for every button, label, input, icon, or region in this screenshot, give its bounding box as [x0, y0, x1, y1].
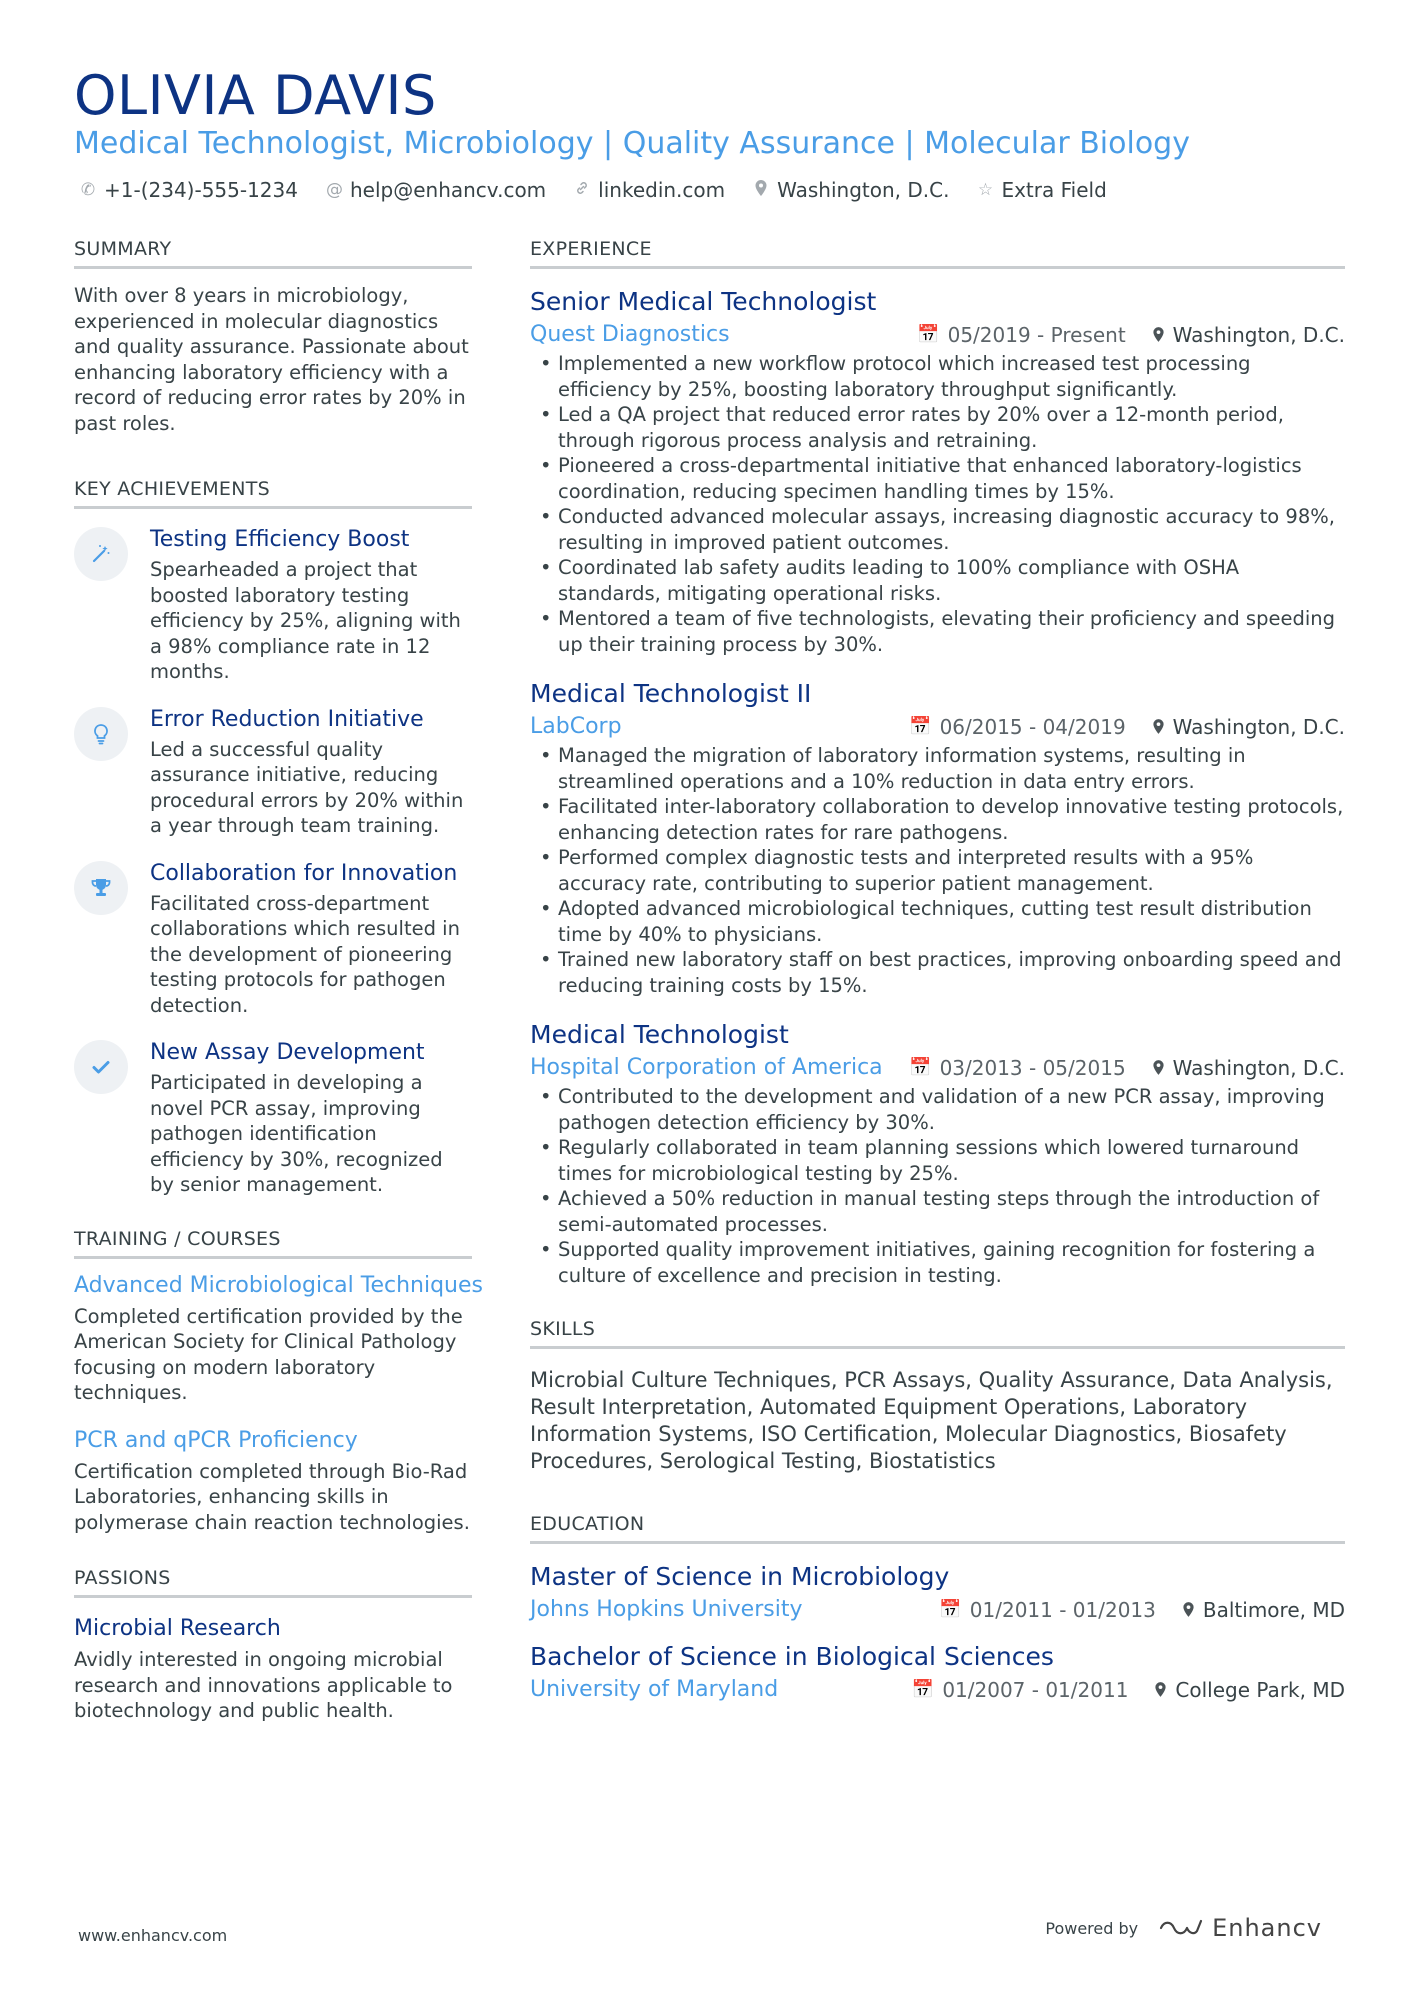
job-bullet: • Trained new laboratory staff on best practices, improving onboarding speed and reducing training costs by 15%.	[530, 947, 1345, 998]
star-icon: ☆	[977, 180, 994, 200]
contact-extra-text: Extra Field	[1001, 178, 1107, 202]
education-section	[530, 1513, 1345, 1702]
job-entry	[530, 679, 1345, 998]
right-column	[530, 238, 1345, 1744]
contact-email[interactable]	[326, 178, 546, 202]
job-location	[1152, 323, 1345, 347]
job-dates-text: 05/2019 - Present	[947, 322, 1126, 347]
achievement-title: Collaboration for Innovation	[150, 860, 458, 886]
job-dates	[909, 1056, 1126, 1080]
education-location	[1154, 1678, 1345, 1702]
contact-email-text: help@enhancv.com	[349, 178, 547, 202]
left-column	[74, 238, 483, 1766]
achievement-item	[74, 1040, 472, 1198]
education-dates	[939, 1598, 1156, 1622]
job-location-text: Washington, D.C.	[1172, 1055, 1345, 1080]
job-bullet: • Mentored a team of five technologists, elevating their proficiency and speeding up their training process by 30%.	[530, 606, 1345, 657]
education-meta	[530, 1677, 1345, 1702]
job-bullets	[530, 1084, 1345, 1288]
job-meta	[530, 322, 1345, 347]
job-bullet: • Facilitated inter-laboratory collaboration to develop innovative testing protocols, enhancing detection rates for rare pathogens.	[530, 794, 1345, 845]
achievement-item	[74, 861, 472, 1019]
job-meta	[530, 1055, 1345, 1080]
skills-section	[530, 1318, 1345, 1475]
achievements-heading: KEY ACHIEVEMENTS	[74, 478, 472, 509]
job-bullets	[530, 743, 1345, 998]
job-company: LabCorp	[530, 714, 622, 739]
contact-phone[interactable]	[80, 178, 298, 202]
achievement-text: Participated in developing a novel PCR assay, improving pathogen identification efficiency by 30%, recognized by senior management.	[150, 1071, 443, 1196]
job-title: Senior Medical Technologist	[530, 287, 877, 316]
job-bullet: • Achieved a 50% reduction in manual testing steps through the introduction of semi-automated processes.	[530, 1186, 1345, 1237]
skills-text: Microbial Culture Techniques, PCR Assays, Quality Assurance, Data Analysis, Result Interpretation, Automated Equipment Operations, Laboratory Information Systems, ISO Certification, Molecular Diagnostics, Biosafety Procedures, Serological Testing, Biostatistics	[530, 1368, 1333, 1473]
education-degree: Bachelor of Science in Biological Sciences	[530, 1642, 1054, 1671]
contact-location	[753, 178, 949, 202]
education-location-text: College Park, MD	[1175, 1677, 1345, 1702]
experience-heading: EXPERIENCE	[530, 238, 1345, 269]
contact-phone-text: +1-(234)-555-1234	[104, 178, 298, 202]
job-bullet: • Led a QA project that reduced error rates by 20% over a 12-month period, through rigorous process analysis and retraining.	[530, 402, 1345, 453]
job-bullet: • Performed complex diagnostic tests and interpreted results with a 95% accuracy rate, contributing to superior patient management.	[530, 845, 1345, 896]
achievement-text: Spearheaded a project that boosted laboratory testing efficiency by 25%, aligning with a 98% compliance rate in 12 months.	[150, 558, 461, 683]
summary-section	[74, 238, 472, 436]
brand-name: Enhancv	[1212, 1914, 1322, 1942]
course-title: Advanced Microbiological Techniques	[74, 1272, 483, 1298]
contact-location-text: Washington, D.C.	[777, 178, 950, 202]
candidate-name: OLIVIA DAVIS	[74, 64, 437, 127]
course-title: PCR and qPCR Proficiency	[74, 1427, 358, 1453]
achievement-body	[150, 527, 472, 685]
job-meta	[530, 714, 1345, 739]
job-location	[1152, 715, 1345, 739]
job-bullet: • Regularly collaborated in team planning sessions which lowered turnaround times for microbiological testing by 25%.	[530, 1135, 1345, 1186]
job-bullet: • Coordinated lab safety audits leading to 100% compliance with OSHA standards, mitigating operational risks.	[530, 555, 1345, 606]
passion-title: Microbial Research	[74, 1616, 281, 1641]
location-icon	[1182, 1601, 1195, 1618]
contact-linkedin-text: linkedin.com	[598, 178, 726, 202]
location-icon	[1152, 326, 1165, 343]
job-title: Medical Technologist	[530, 1020, 789, 1049]
calendar-icon: 📅	[911, 1679, 935, 1700]
contact-extra	[977, 178, 1106, 202]
course-text: Completed certification provided by the American Society for Clinical Pathology focusing on modern laboratory techniques.	[74, 1304, 463, 1404]
footer-branding[interactable]	[1045, 1914, 1322, 1942]
location-icon	[1152, 718, 1165, 735]
footer-website[interactable]: www.enhancv.com	[78, 1926, 228, 1945]
education-meta	[530, 1597, 1345, 1622]
achievement-text: Facilitated cross-department collaborations which resulted in the development of pioneering testing protocols for pathogen detection.	[150, 891, 460, 1017]
calendar-icon: 📅	[909, 716, 932, 737]
location-icon	[1152, 1059, 1165, 1076]
job-bullet: • Contributed to the development and validation of a new PCR assay, improving pathogen detection efficiency by 30%.	[530, 1084, 1345, 1135]
enhancv-logo-icon	[1158, 1916, 1204, 1940]
education-heading: EDUCATION	[530, 1513, 1345, 1544]
experience-section	[530, 238, 1345, 1288]
job-dates	[909, 715, 1126, 739]
contact-linkedin[interactable]	[574, 178, 725, 202]
education-item	[530, 1642, 1345, 1702]
job-dates-text: 06/2015 - 04/2019	[939, 714, 1126, 739]
job-location-text: Washington, D.C.	[1172, 714, 1345, 739]
candidate-title: Medical Technologist, Microbiology | Quality Assurance | Molecular Biology	[74, 126, 1190, 161]
training-section	[74, 1227, 483, 1536]
job-bullet: • Conducted advanced molecular assays, increasing diagnostic accuracy to 98%, resulting in improved patient outcomes.	[530, 504, 1345, 555]
passions-section	[74, 1567, 472, 1724]
education-dates-text: 01/2011 - 01/2013	[969, 1597, 1156, 1622]
magic-wand-icon	[74, 527, 128, 581]
achievements-section	[74, 478, 472, 1198]
trophy-icon	[74, 861, 128, 915]
achievement-body	[150, 707, 472, 839]
job-dates	[917, 323, 1125, 347]
job-bullet: • Adopted advanced microbiological techniques, cutting test result distribution time by 40% to physicians.	[530, 896, 1345, 947]
achievement-title: Error Reduction Initiative	[150, 706, 424, 732]
job-entry	[530, 1020, 1345, 1288]
job-company: Hospital Corporation of America	[530, 1055, 883, 1080]
course-item	[74, 1272, 483, 1406]
calendar-icon: 📅	[939, 1599, 962, 1620]
job-bullet: • Pioneered a cross-departmental initiative that enhanced laboratory-logistics coordination, reducing specimen handling times by 15%.	[530, 453, 1345, 504]
checkmark-icon	[74, 1040, 128, 1094]
training-heading: TRAINING / COURSES	[74, 1228, 472, 1259]
calendar-icon: 📅	[909, 1057, 932, 1078]
job-bullet: • Implemented a new workflow protocol which increased test processing efficiency by 25%, boosting laboratory throughput significantly.	[530, 351, 1345, 402]
location-icon	[1154, 1681, 1167, 1698]
education-school: Johns Hopkins University	[530, 1597, 803, 1622]
course-item	[74, 1428, 472, 1536]
phone-icon: ✆	[80, 180, 96, 200]
link-icon	[574, 180, 590, 201]
education-school: University of Maryland	[530, 1677, 779, 1702]
lightbulb-icon	[74, 707, 128, 761]
achievement-body	[150, 1040, 472, 1198]
job-dates-text: 03/2013 - 05/2015	[939, 1055, 1126, 1080]
job-location-text: Washington, D.C.	[1172, 322, 1345, 347]
course-text: Certification completed through Bio-Rad Laboratories, enhancing skills in polymerase chain reaction technologies.	[74, 1459, 470, 1534]
achievement-title: New Assay Development	[150, 1040, 425, 1065]
achievement-body	[150, 861, 472, 1019]
location-icon	[753, 179, 769, 202]
education-location	[1182, 1598, 1345, 1622]
job-bullet: • Managed the migration of laboratory information systems, resulting in streamlined operations and a 10% reduction in data entry errors.	[530, 743, 1345, 794]
job-company: Quest Diagnostics	[530, 322, 730, 347]
passion-item	[74, 1616, 472, 1724]
summary-heading: SUMMARY	[74, 238, 472, 269]
achievement-title: Testing Efficiency Boost	[150, 527, 410, 552]
education-location-text: Baltimore, MD	[1202, 1597, 1345, 1622]
passions-heading: PASSIONS	[74, 1567, 472, 1598]
education-item	[530, 1562, 1345, 1622]
brand-logo	[1158, 1914, 1322, 1942]
passion-text: Avidly interested in ongoing microbial research and innovations applicable to biotechnology and public health.	[74, 1648, 453, 1722]
at-icon: @	[325, 180, 343, 200]
achievement-text: Led a successful quality assurance initiative, reducing procedural errors by 20% within a year through team training.	[150, 737, 464, 837]
education-degree: Master of Science in Microbiology	[530, 1562, 950, 1591]
job-entry	[530, 287, 1345, 657]
job-title: Medical Technologist II	[530, 679, 812, 708]
calendar-icon: 📅	[917, 324, 940, 345]
job-bullets	[530, 351, 1345, 657]
achievement-item	[74, 527, 472, 685]
job-location	[1152, 1056, 1345, 1080]
skills-heading: SKILLS	[530, 1318, 1345, 1349]
education-dates-text: 01/2007 - 01/2011	[942, 1677, 1129, 1702]
summary-text: With over 8 years in microbiology, experienced in molecular diagnostics and quality assurance. Passionate about enhancing laboratory efficiency with a record of reducing error rates by 20% in past roles.	[74, 284, 469, 435]
education-dates	[912, 1678, 1129, 1702]
job-bullet: • Supported quality improvement initiatives, gaining recognition for fostering a culture of excellence and precision in testing.	[530, 1237, 1345, 1288]
achievement-item	[74, 707, 472, 839]
powered-by-label: Powered by	[1045, 1918, 1139, 1938]
contact-bar	[80, 178, 1107, 202]
